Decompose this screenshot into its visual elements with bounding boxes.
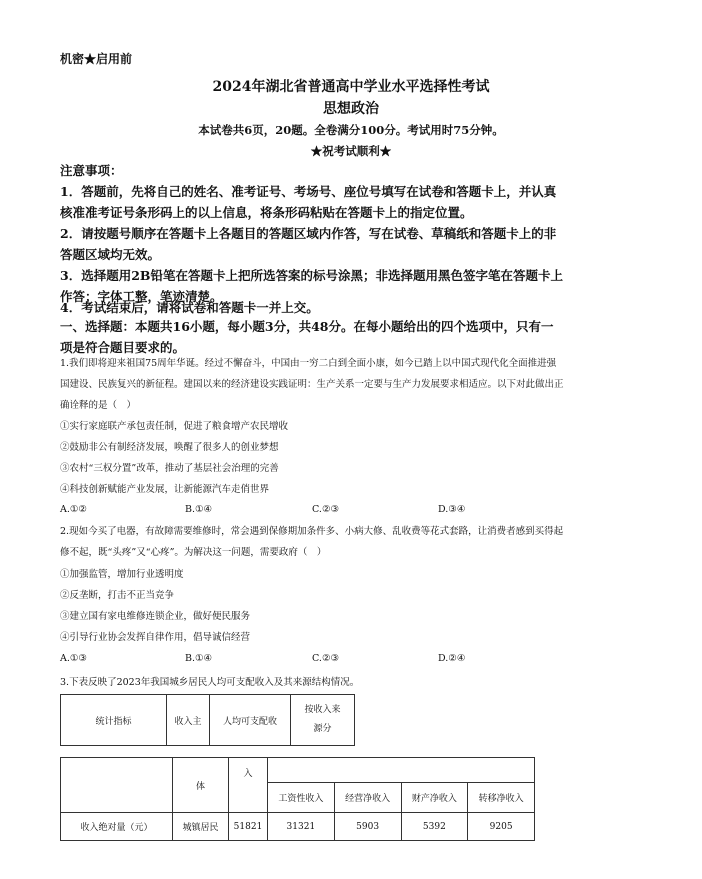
note-item-4: 4．考试结束后，请将试卷和答题卡一并上交。 [60,300,319,315]
q2-option-4: ④引导行业协会发挥自律作用，倡导诚信经营 [60,632,251,643]
note-item-1: 1．答题前，先将自己的姓名、准考证号、考场号、座位号填写在试卷和答题卡上，并认真核准准考证号条形码上的以上信息，将条形码粘贴在答题卡上的指定位置。 [60,184,557,220]
q1-option-2: ②鼓励非公有制经济发展，唤醒了很多人的创业梦想 [60,442,279,453]
table2-header-in: 入 [229,758,268,813]
row-total: 51821 [229,813,268,841]
notes-heading: 注意事项： [60,163,123,178]
row-business: 5903 [334,813,401,841]
row-group: 城镇居民 [173,813,229,841]
table1-by-source-line1: 按收入来 [304,705,341,715]
q1-option-3: ③农村“三权分置”改革，推动了基层社会治理的完善 [60,463,279,474]
q2-choice-b[interactable]: B.①④ [185,653,213,664]
q2-option-2: ②反垄断，打击不正当竞争 [60,590,175,601]
table2-transfer-income-header: 转移净收入 [468,783,535,813]
question-3-stem: 3.下表反映了2023年我国城乡居民人均可支配收入及其来源结构情况。 [60,677,360,688]
row-wage: 31321 [268,813,335,841]
question-1-stem: 1.我们即将迎来祖国75周年华诞。经过不懈奋斗，中国由一穷二白到全面小康，如今已踏上以中国式现代化全面推进强国建设、民族复兴的新征程。建国以来的经济建设实践证明：生产关系一定要与生产力发展要求相适应。以下对此做出正确诠释的是（ ） [60,358,564,411]
table1-by-source-line2: 源分 [313,724,332,734]
table1-disposable-income: 人均可支配收 [210,695,291,746]
table1-by-source [291,695,355,746]
note-item-3: 3．选择题用2B铅笔在答题卡上把所选答案的标号涂黑；非选择题用黑色签字笔在答题卡上作答；字体工整，笔迹清楚。 [60,268,563,304]
table1-stat-indicator: 统计指标 [61,695,167,746]
table2-business-income-header: 经营净收入 [334,783,401,813]
q1-option-1: ①实行家庭联产承包责任制，促进了粮食增产农民增收 [60,421,289,432]
question-2-stem: 2.现如今买了电器，有故障需要维修时，常会遇到保修期加条件多、小病大修、乱收费等花式套路，让消费者感到买得起修不起，既“头疼”又“心疼”。为解决这一问题，需要政府（ ） [60,526,564,558]
q2-choice-c[interactable]: C.②③ [312,653,339,664]
q2-option-1: ①加强监管，增加行业透明度 [60,569,184,580]
q2-choice-a[interactable]: A.①③ [60,653,87,664]
subject-title: 思想政治 [323,101,379,117]
table1-income-subject: 收入主 [167,695,210,746]
income-table [60,757,535,841]
q1-option-4: ④科技创新赋能产业发展，让新能源汽车走俏世界 [60,484,270,495]
q1-choice-d[interactable]: D.③④ [438,504,466,515]
q1-choice-a[interactable]: A.①② [60,504,87,515]
secret-label: 机密★启用前 [60,52,133,66]
table2-blank-cell [61,758,173,813]
table2-wage-income-header: 工资性收入 [268,783,335,813]
note-item-2: 2．请按题号顺序在答题卡上各题目的答题区域内作答，写在试卷、草稿纸和答题卡上的非答题区域均无效。 [60,226,557,262]
q1-choice-b[interactable]: B.①④ [185,504,213,515]
income-table-header [60,694,355,746]
q2-option-3: ③建立国有家电维修连锁企业，做好便民服务 [60,611,251,622]
table2-header-body: 体 [173,758,229,813]
table2-property-income-header: 财产净收入 [401,783,468,813]
q2-choice-d[interactable]: D.②④ [438,653,466,664]
row-transfer: 9205 [468,813,535,841]
row-property: 5392 [401,813,468,841]
section-intro: 一、选择题：本题共16小题，每小题3分，共48分。在每小题给出的四个选项中，只有一项是符合题目要求的。 [60,319,554,355]
exam-title: 2024年湖北省普通高中学业水平选择性考试 [212,79,490,95]
good-luck-line: ★祝考试顺利★ [310,144,392,158]
q1-choice-c[interactable]: C.②③ [312,504,339,515]
row-label: 收入绝对量（元） [61,813,173,841]
table-row [61,813,535,841]
table2-source-group [268,758,535,783]
exam-info: 本试卷共6页，20题。全卷满分100分。考试用时75分钟。 [198,123,504,137]
